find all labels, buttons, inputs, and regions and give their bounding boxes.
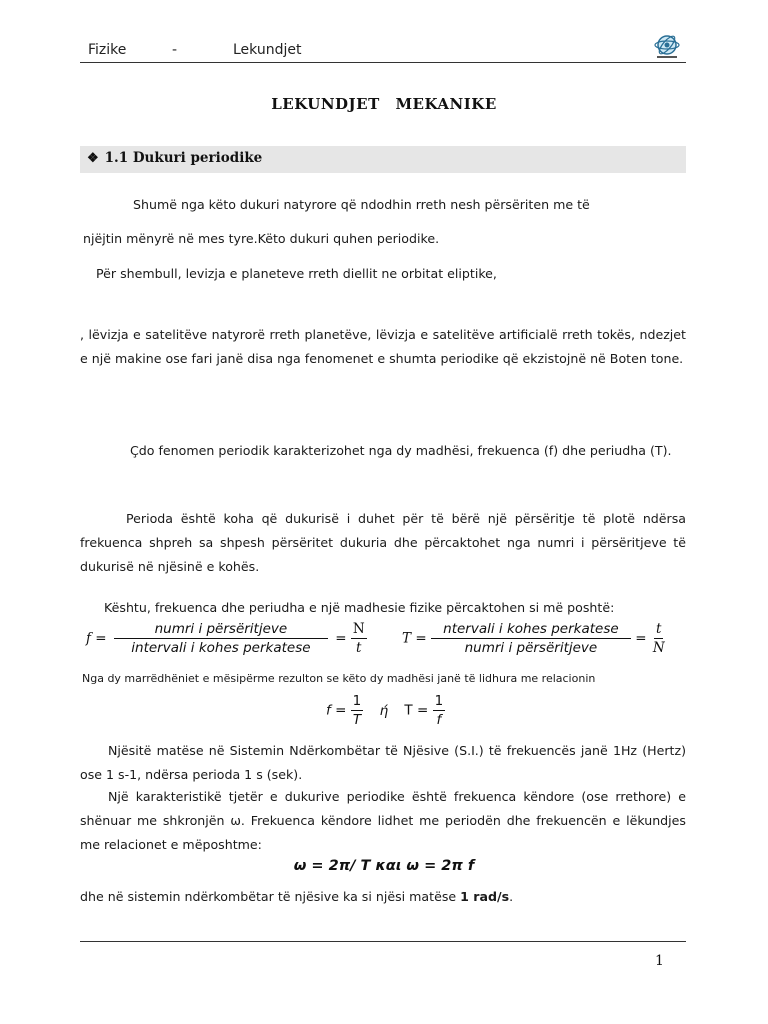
paragraph-10-unit: 1 rad/s: [460, 889, 510, 904]
paragraph-1-line-2: njëjtin mënyrë në mes tyre.Këto dukuri quhen periodike.: [83, 231, 440, 246]
formula-eq: =: [95, 630, 107, 647]
relation-eq-2: =: [416, 702, 429, 719]
relation-num-2: 1: [434, 693, 444, 709]
paragraph-9-text: Një karakteristikë tjetër e dukurive periodike është frekuenca këndore (ose rrethore) e shënuar me shkronjën ω. Frekuenca këndore lidhet me periodën dhe frekuencën e lëkundjes me relacionet e mëposhtme:: [80, 789, 686, 852]
header-dash: -: [172, 42, 178, 58]
formula-T-numerator-2: t: [656, 621, 662, 637]
formula-f-fraction-2: [351, 620, 367, 657]
formula-f-symbol: f: [86, 630, 91, 647]
formula-eq-4: =: [635, 630, 647, 647]
formula-frequency: [86, 620, 367, 657]
paragraph-5: [80, 507, 686, 579]
formula-T-denominator: numri i përsëritjeve: [464, 640, 598, 656]
relation-num-1: 1: [352, 693, 362, 709]
page-number: 1: [655, 953, 664, 969]
relation-separator: ή: [379, 702, 389, 719]
relation-fraction-2: [433, 692, 446, 729]
relation-den-1: T: [352, 712, 362, 728]
paragraph-3: , lëvizja e satelitëve natyrorë rreth planetëve, lëvizja e satelitëve artificialë rreth tokës, ndezjet e një makine ose fari janë disa nga fenomenet e shumta periodike që ekzistojnë në Boten tone.: [80, 327, 686, 366]
formula-eq-3: =: [415, 630, 427, 647]
paragraph-8: [80, 739, 686, 787]
paragraph-1-line-1: Shumë nga këto dukuri natyrore që ndodhin rreth nesh përsëriten me të: [133, 197, 590, 212]
formula-T-fraction: [431, 620, 631, 657]
formula-period: [402, 620, 667, 657]
formula-relation: [326, 692, 445, 729]
section-heading: [87, 150, 262, 166]
footer-rule: [80, 941, 686, 942]
formula-eq-2: =: [335, 630, 347, 647]
section-heading-text: 1.1 Dukuri periodike: [104, 150, 263, 166]
relation-T: T: [404, 702, 413, 719]
relation-den-2: f: [436, 712, 442, 728]
relation-f: f: [326, 702, 331, 719]
header-subject: Fizike: [88, 42, 127, 58]
formula-f-fraction: [111, 620, 331, 657]
formula-f-denominator: intervali i kohes perkatese: [131, 640, 311, 656]
formula-angular-frequency: ω = 2π/ T και ω = 2π f: [293, 858, 475, 874]
paragraph-7: Nga dy marrëdhëniet e mësipërme rezulton se këto dy madhësi janë të lidhura me relacionin: [82, 672, 596, 685]
atom-logo-icon: [652, 32, 682, 60]
paragraph-8-text: Njësitë matëse në Sistemin Ndërkombëtar të Njësive (S.I.) të frekuencës janë 1Hz (Hertz) ose 1 s-1, ndërsa perioda 1 s (sek).: [80, 743, 686, 782]
formula-f-numerator: numri i përsëritjeve: [114, 620, 328, 639]
paragraph-6: Kështu, frekuenca dhe periudha e një madhesie fizike përcaktohen si më poshtë:: [104, 600, 615, 615]
paragraph-2: Për shembull, levizja e planeteve rreth diellit ne orbitat eliptike,: [96, 266, 497, 281]
formula-T-denominator-2: N: [652, 640, 665, 656]
paragraph-4-text: Çdo fenomen periodik karakterizohet nga dy madhësi, frekuenca (f) dhe periudha (T).: [130, 443, 672, 458]
page-title: LEKUNDJET MEKANIKE: [271, 95, 497, 113]
formula-f-denominator-2: t: [356, 640, 362, 656]
relation-eq: =: [335, 702, 347, 719]
relation-fraction-1: [351, 692, 364, 729]
paragraph-4: [80, 439, 686, 463]
paragraph-10-end: .: [509, 889, 514, 904]
header-rule: [80, 62, 686, 63]
diamond-bullet-icon: ❖: [87, 151, 99, 166]
formula-T-symbol: T: [402, 630, 412, 647]
formula-T-fraction-2: [651, 620, 667, 657]
paragraph-5-text: Perioda është koha që dukurisë i duhet për të bërë një përsëritje të plotë ndërsa frekuenca shpreh sa shpesh përsëritet dukuria dhe përcaktohet nga numri i përsëritjeve të dukurisë në njësinë e kohës.: [80, 511, 686, 574]
formula-f-numerator-2: N: [352, 621, 365, 637]
paragraph-10: [80, 885, 686, 909]
formula-T-numerator: ntervali i kohes perkatese: [431, 620, 631, 639]
header-topic: Lekundjet: [233, 42, 302, 58]
paragraph-9: [80, 785, 686, 857]
paragraph-10-text: dhe në sistemin ndërkombëtar të njësive ka si njësi matëse: [80, 889, 457, 904]
